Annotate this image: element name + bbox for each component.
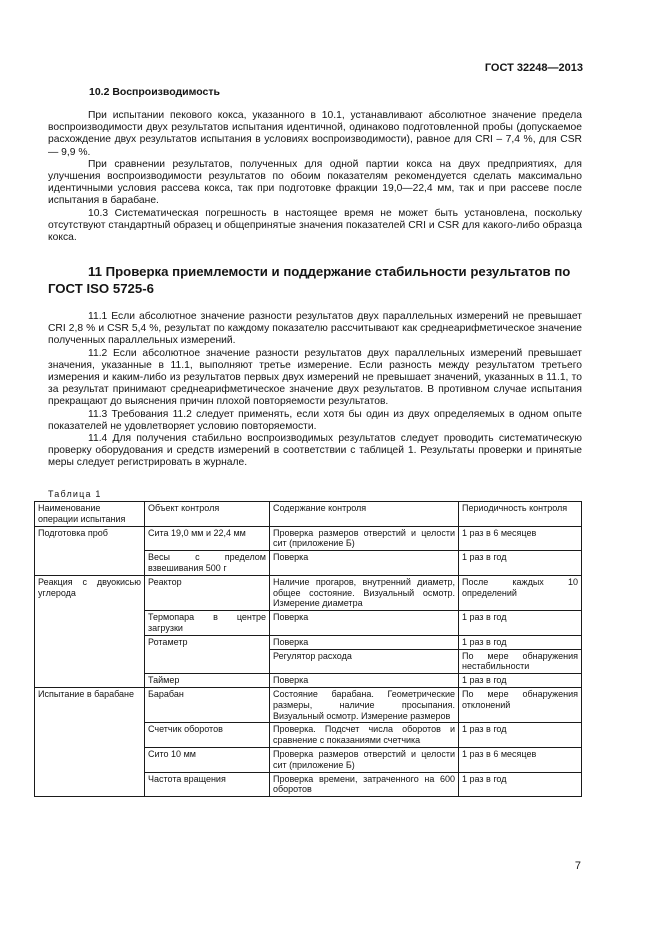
table-cell: Реакция с двуокисью углерода <box>35 575 145 687</box>
table-cell: Таймер <box>145 674 270 688</box>
table-cell: Ротаметр <box>145 635 270 673</box>
table-cell: Реактор <box>145 575 270 610</box>
table-cell: 1 раз в 6 месяцев <box>459 526 582 551</box>
table-row <box>35 575 582 610</box>
paragraph: 10.3 Систематическая погрешность в настоящее время не может быть установлена, поскольку отсутствуют стандартный образец и общепринятые значения показателей CRI и CSR для какого-либо образца кокса. <box>48 207 582 244</box>
section-title-10-2: 10.2 Воспроизводимость <box>89 86 220 98</box>
table-cell: Проверка размеров отверстий и целости сит (приложение Б) <box>270 526 459 551</box>
table-cell: Весы с пределом взвешивания 500 г <box>145 551 270 576</box>
section-title-11: 11 Проверка приемлемости и поддержание стабильности результатов по ГОСТ ISO 5725-6 <box>48 264 571 296</box>
paragraph: 11.3 Требования 11.2 следует применять, если хотя бы один из двух определяемых в одном опыте показателей не удовлетворяет условию повторяемости. <box>48 408 582 432</box>
paragraph: При испытании пекового кокса, указанного в 10.1, устанавливают абсолютное значение предела воспроизводимости двух результатов испытания идентичной, одинаково подготовленной пробы (допускаемое расхождение двух результатов испытания в условиях воспроизводимости), равное для CRI – 7,4 %, для CSR — 9,9 %. <box>48 110 582 158</box>
table-cell: Поверка <box>270 611 459 636</box>
table-cell: Поверка <box>270 551 459 576</box>
table-cell: Состояние барабана. Геометрические размеры, наличие просыпания. Визуальный осмотр. Измерение размеров <box>270 687 459 722</box>
table-cell: Счетчик оборотов <box>145 723 270 748</box>
table-cell: Проверка размеров отверстий и целости сит (приложение Б) <box>270 747 459 772</box>
table-cell: Регулятор расхода <box>270 649 459 674</box>
table-cell: Наличие прогаров, внутренний диаметр, общее состояние. Визуальный осмотр. Измерение диаметра <box>270 575 459 610</box>
table-cell: Подготовка проб <box>35 526 145 575</box>
paragraph: При сравнении результатов, полученных для одной партии кокса на двух предприятиях, для улучшения воспроизводимости результатов по обоим показателям рекомендуется сделать максимально идентичными условия рассева кокса, так при подготовке фракции 19,0—22,4 мм, так и при рассеве после испытания в барабане. <box>48 158 582 207</box>
paragraph: 11.4 Для получения стабильно воспроизводимых результатов следует проводить систематическую проверку оборудования и средств измерений в соответствии с таблицей 1. Результаты проверки и принятые меры следует регистрировать в журнале. <box>48 433 582 469</box>
table-caption: Таблица 1 <box>48 489 102 499</box>
control-table <box>34 501 582 797</box>
header-cell: Содержание контроля <box>270 502 459 527</box>
table-cell: 1 раз в год <box>459 772 582 797</box>
table-cell: Проверка. Подсчет числа оборотов и сравнение с показаниями счетчика <box>270 723 459 748</box>
table-cell: Барабан <box>145 687 270 722</box>
header-cell: Объект контроля <box>145 502 270 527</box>
table-cell: Проверка времени, затраченного на 600 оборотов <box>270 772 459 797</box>
table-cell: 1 раз в год <box>459 635 582 649</box>
table-cell: Частота вращения <box>145 772 270 797</box>
paragraph: 11.1 Если абсолютное значение разности результатов двух параллельных измерений не превышает CRI 2,8 % и CSR 5,4 %, результат по каждому показателю рассчитывают как среднеарифметическое значение полученных параллельных измерений. <box>48 311 582 347</box>
table-header-row <box>35 502 582 527</box>
table-row <box>35 526 582 551</box>
page-number: 7 <box>574 860 581 872</box>
header-cell: Периодичность контроля <box>459 502 582 527</box>
table-cell: После каждых 10 определений <box>459 575 582 610</box>
table-cell: По мере обнаружения нестабильности <box>459 649 582 674</box>
table-cell: Сита 19,0 мм и 22,4 мм <box>145 526 270 551</box>
document-id: ГОСТ 32248—2013 <box>484 62 583 74</box>
table-cell: Сито 10 мм <box>145 747 270 772</box>
table-cell: 1 раз в год <box>459 611 582 636</box>
table-row <box>35 687 582 722</box>
table-cell: 1 раз в 6 месяцев <box>459 747 582 772</box>
table-cell: 1 раз в год <box>459 674 582 688</box>
table-cell: Поверка <box>270 674 459 688</box>
paragraph: 11.2 Если абсолютное значение разности результатов двух параллельных измерений превышает значения, указанные в 11.1, выполняют третье измерение. Если разность между результатом третьего измерения и каким-либо из результатов первых двух измерений не превышает значений, указанных в 11.1, то за результат принимают среднеарифметическое значение двух результатов. В противном случае испытания прекращают до выяснения причин плохой повторяемости результатов. <box>48 347 582 408</box>
table-cell: 1 раз в год <box>459 551 582 576</box>
section-11-body <box>48 311 582 470</box>
table-cell: Термопара в центре загрузки <box>145 611 270 636</box>
section-10-2-body <box>48 110 582 244</box>
table-cell: По мере обнаружения отклонений <box>459 687 582 722</box>
table-cell: Испытание в барабане <box>35 687 145 796</box>
table-cell: 1 раз в год <box>459 723 582 748</box>
table-cell: Поверка <box>270 635 459 649</box>
header-cell: Наименование операции испытания <box>35 502 145 527</box>
